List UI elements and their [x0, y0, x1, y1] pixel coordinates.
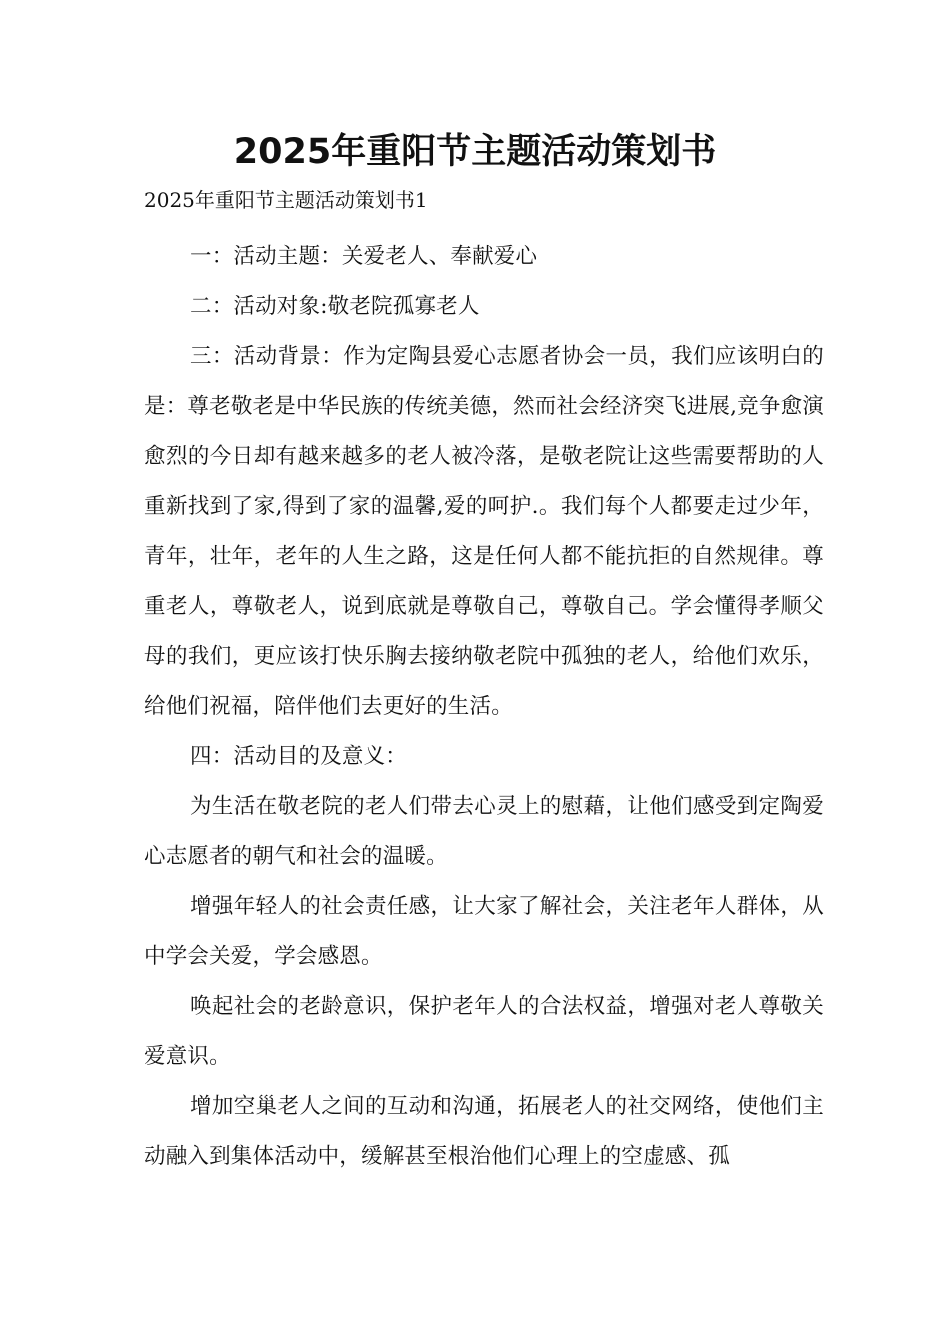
document-body	[144, 232, 824, 1182]
paragraph-purpose-2: 增强年轻人的社会责任感，让大家了解社会，关注老年人群体，从中学会关爱，学会感恩。	[144, 894, 824, 969]
paragraph-purpose-4: 增加空巢老人之间的互动和沟通，拓展老人的社交网络，使他们主动融入到集体活动中，缓解甚至根治他们心理上的空虚感、孤	[144, 1094, 824, 1169]
paragraph-purpose-1: 为生活在敬老院的老人们带去心灵上的慰藉，让他们感受到定陶爱心志愿者的朝气和社会的温暖。	[144, 794, 824, 869]
document-subtitle: 2025年重阳节主题活动策划书1	[144, 188, 428, 212]
paragraph-purpose-heading: 四：活动目的及意义：	[190, 744, 408, 769]
document-title: 2025年重阳节主题活动策划书	[233, 132, 717, 172]
paragraph-activity-target: 二：活动对象:敬老院孤寡老人	[190, 294, 480, 319]
paragraph-purpose-3: 唤起社会的老龄意识，保护老年人的合法权益，增强对老人尊敬关爱意识。	[144, 994, 824, 1069]
paragraph-activity-background: 三：活动背景：作为定陶县爱心志愿者协会一员，我们应该明白的是：尊老敬老是中华民族的传统美德，然而社会经济突飞进展,竞争愈演愈烈的今日却有越来越多的老人被冷落，是敬老院让这些需要帮助的人重新找到了家,得到了家的温馨,爱的呵护.。我们每个人都要走过少年，青年，壮年，老年的人生之路，这是任何人都不能抗拒的自然规律。尊重老人，尊敬老人，说到底就是尊敬自己，尊敬自己。学会懂得孝顺父母的我们，更应该打快乐胸去接纳敬老院中孤独的老人，给他们欢乐，给他们祝福，陪伴他们去更好的生活。	[144, 344, 824, 719]
paragraph-activity-theme: 一：活动主题：关爱老人、奉献爱心	[190, 244, 538, 269]
